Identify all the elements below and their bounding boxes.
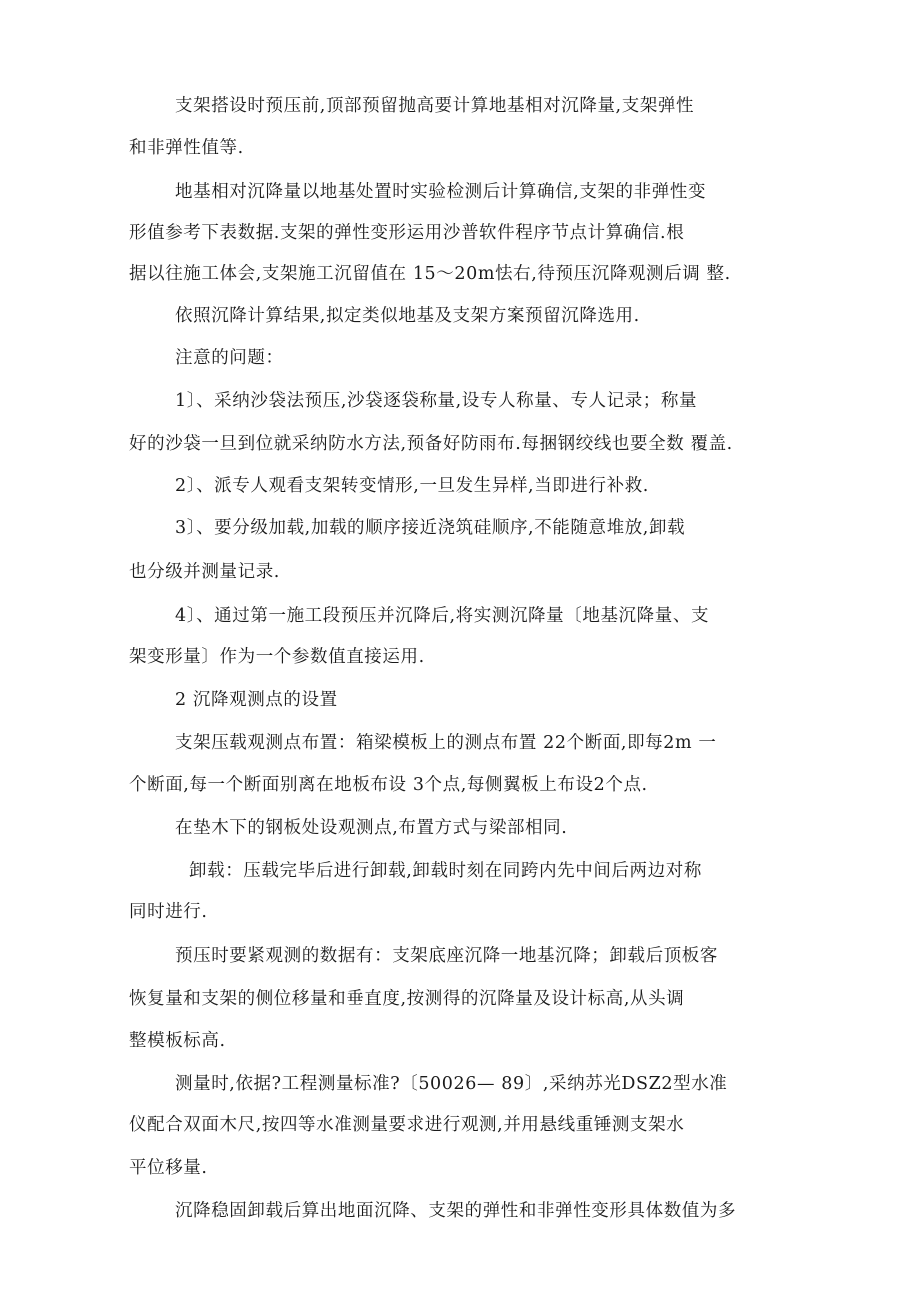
paragraph-1-line-1: 支架搭设时预压前,顶部预留抛高要计算地基相对沉降量,支架弹性 (175, 96, 695, 116)
paragraph-1-line-2: 和非弹性值等. (129, 138, 244, 158)
paragraph-4-line-2: 个断面,每一个断面别离在地板布设 3个点,每侧翼板上布设2个点. (129, 775, 648, 795)
paragraph-7-line-1: 预压时要紧观测的数据有：支架底座沉降一地基沉降；卸载后顶板客 (175, 946, 718, 966)
note-3-line-1: 3〕、要分级加载,加载的顺序接近浇筑硅顺序,不能随意堆放,卸载 (175, 518, 686, 538)
note-1-line-1: 1〕、采纳沙袋法预压,沙袋逐袋称量,设专人称量、专人记录；称量 (175, 391, 698, 411)
paragraph-2-line-3: 据以往施工体会,支架施工沉留值在 15～20m怯右,待预压沉降观测后调 整. (129, 264, 731, 284)
note-4-line-2: 架变形量〕作为一个参数值直接运用. (129, 647, 425, 667)
paragraph-5-line-1: 在垫木下的钢板处设观测点,布置方式与梁部相同. (175, 818, 568, 838)
notes-heading: 注意的问题： (175, 348, 284, 368)
paragraph-7-line-2: 恢复量和支架的侧位移量和垂直度,按测得的沉降量及设计标高,从头调 (129, 989, 685, 1009)
note-3-line-2: 也分级并测量记录. (129, 562, 280, 582)
note-1-line-2: 好的沙袋一旦到位就采纳防水方法,预备好防雨布.每捆钢绞线也要全数 覆盖. (129, 434, 733, 454)
note-4-line-1: 4〕、通过第一施工段预压并沉降后,将实测沉降量〔地基沉降量、支 (175, 606, 710, 626)
paragraph-4-line-1: 支架压载观测点布置：箱梁模板上的测点布置 22个断面,即每2m 一 (175, 733, 717, 753)
paragraph-9-line-1: 沉降稳固卸载后算出地面沉降、支架的弹性和非弹性变形具体数值为多 (175, 1201, 737, 1221)
paragraph-7-line-3: 整模板标高. (129, 1031, 226, 1051)
paragraph-3-line-1: 依照沉降计算结果,拟定类似地基及支架方案预留沉降选用. (175, 306, 640, 326)
note-2-line-1: 2〕、派专人观看支架转变情形,一旦发生异样,当即进行补救. (175, 476, 649, 496)
paragraph-2-line-1: 地基相对沉降量以地基处置时实验检测后计算确信,支架的非弹性变 (175, 182, 707, 202)
paragraph-8-line-2: 仪配合双面木尺,按四等水准测量要求进行观测,并用悬线重锤测支架水 (129, 1115, 685, 1135)
paragraph-8-line-3: 平位移量. (129, 1158, 208, 1178)
paragraph-6-line-1: 卸载：压载完毕后进行卸载,卸载时刻在同跨内先中间后两边对称 (189, 861, 702, 881)
section-2-heading: 2 沉降观测点的设置 (175, 690, 338, 710)
paragraph-8-line-1: 测量时,依据?工程测量标准?〔50026— 89〕,采纳苏光DSZ2型水准 (175, 1074, 728, 1094)
paragraph-2-line-2: 形值参考下表数据.支架的弹性变形运用沙普软件程序节点计算确信.根 (129, 223, 685, 243)
paragraph-6-line-2: 同时进行. (129, 902, 208, 922)
